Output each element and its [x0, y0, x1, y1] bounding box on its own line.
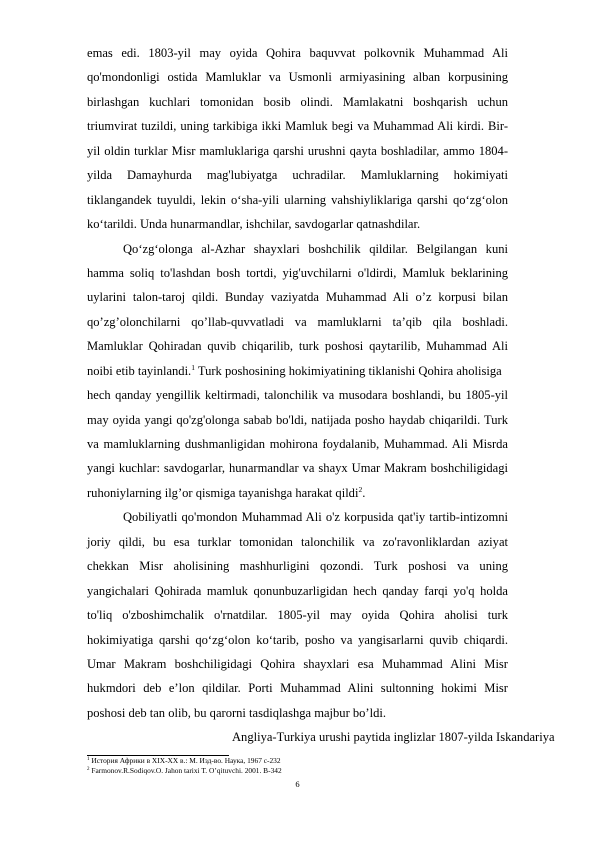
text-line: Mamluklar Qohiradan quvib chiqarilib, turk poshosi qaytarilib, Muhammad Ali: [87, 339, 508, 354]
text-line: [87, 481, 508, 505]
text-line: uylarini talon-taroj qildi. Bunday vaziyatda Muhammad Ali o’z korpusi bilan: [87, 290, 508, 305]
text-segment: .: [362, 485, 366, 500]
text-line: [87, 359, 508, 383]
text-line: va mamluklarning dushmanligidan mohirona foydalanib, Muhammad. Ali Misrda: [87, 437, 508, 451]
footnote-reference[interactable]: 2: [358, 484, 363, 494]
text-line: yangi kuchlar: savdogarlar, hunarmandlar va shayx Umar Makram boshchiligidagi: [87, 461, 508, 476]
footnote-mark: 2: [87, 767, 90, 772]
footnotes: [87, 756, 508, 776]
text-line: yilda Damayhurda mag'lubiyatga uchradilar. Mamluklarning hokimiyati: [87, 168, 508, 183]
text-line: to'liq o'zboshimchalik o'rnatdilar. 1805-yil may oyida Qohira aholisi turk: [87, 608, 508, 623]
text-segment: noibi etib tayinlandi.: [87, 363, 192, 378]
footnote-text: Farmonov.R.Sodiqov.O. Jahon tarixi T. O’qituvchi. 2001. B-342: [91, 766, 282, 775]
footnote-text: История Африки в XIX-XX в.: М. Изд-во. Наука, 1967 с-232: [91, 756, 281, 765]
page-body: [87, 41, 555, 750]
text-line: hokimiyatiga qarshi qo‘zg‘olon ko‘tarib, posho va yangisarlarni quvib chiqardi.: [87, 632, 508, 647]
text-line: Angliya-Turkiya urushi paytida inglizlar 1807-yilda Iskandariya: [232, 730, 555, 745]
text-line: birlashgan kuchlari tomonidan bosib olindi. Mamlakatni boshqarish uchun: [87, 94, 508, 109]
text-line: Qobiliyatli qo'mondon Muhammad Ali o'z korpusida qat'iy tartib-intizomni: [123, 510, 508, 525]
page-number: 6: [295, 779, 300, 789]
text-line: hamma soliq to'lashdan bosh tortdi, yig'uvchilarni o'ldirdi, Mamluk beklarining: [87, 265, 508, 280]
text-line: qo'mondonligi ostida Mamluklar va Usmonli armiyasining alban korpusining: [87, 70, 508, 85]
text-line: triumvirat tuzildi, uning tarkibiga ikki Mamluk begi va Muhammad Ali kirdi. Bir-: [87, 119, 508, 134]
text-line: qo’zg’olonchilarni qo’llab-quvvatladi va mamluklarni ta’qib qila boshladi.: [87, 314, 508, 329]
text-line: hech qanday yengillik keltirmadi, talonchilik va musodara boshlandi, bu 1805-yil: [87, 388, 508, 403]
text-line: ko‘tarildi. Unda hunarmandlar, ishchilar, savdogarlar qatnashdilar.: [87, 217, 421, 232]
text-segment: ruhoniylarning ilg’or qismiga tayanishga harakat qildi: [87, 485, 359, 500]
footnote-reference[interactable]: 1: [191, 362, 195, 372]
text-line: poshosi deb tan olib, bu qarorni tasdiqlashga majbur bo’ldi.: [87, 705, 386, 720]
text-segment: Turk poshosining hokimiyatining tiklanishi Qohira aholisiga: [194, 363, 502, 378]
footnote: [87, 766, 508, 776]
text-line: emas edi. 1803-yil may oyida Qohira baquvvat polkovnik Muhammad Ali: [87, 46, 508, 60]
text-line: tiklangandek tuyuldi, lekin o‘sha-yili ularning vahshiyliklariga qarshi qo‘zg‘olon: [87, 192, 508, 207]
footnote-mark: 1: [87, 757, 90, 762]
footnote: [87, 756, 508, 766]
text-line: joriy qildi, bu esa turklar tomonidan talonchilik va zo'ravonliklardan aziyat: [87, 534, 508, 549]
text-line: Umar Makram boshchiligidagi Qohira shayxlari esa Muhammad Alini Misr: [87, 656, 508, 671]
text-line: hukmdori deb e’lon qildilar. Porti Muhammad Alini sultonning hokimi Misr: [87, 681, 508, 696]
text-line: chekkan Misr aholisining mashhurligini qozondi. Turk poshosi va uning: [87, 559, 508, 574]
text-line: yangichalari Qohirada mamluk qonunbuzarligidan hech qanday farqi yo'q holda: [87, 583, 508, 598]
text-line: Qo‘zg‘olonga al-Azhar shayxlari boshchilik qildilar. Belgilangan kuni: [123, 241, 508, 256]
text-line: may oyida yangi qo'zg'olonga sabab bo'ldi, natijada posho haydab chiqarildi. Turk: [87, 412, 508, 427]
text-line: yil oldin turklar Misr mamluklariga qarshi urushni qayta boshladilar, ammo 1804-: [87, 143, 508, 158]
